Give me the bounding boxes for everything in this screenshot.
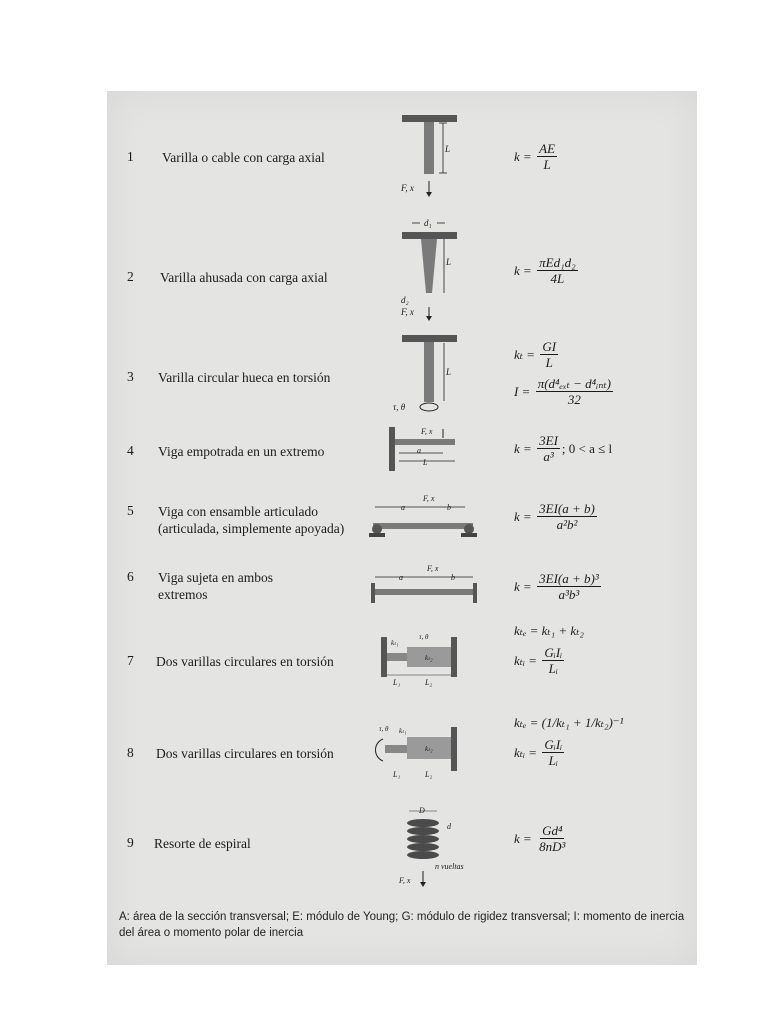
formula-9: k = $\frac{\text{Gd⁴}}{\text{8nD³}}$ — [514, 823, 566, 854]
svg-text:F, x: F, x — [399, 876, 411, 885]
svg-text:a: a — [399, 573, 403, 582]
svg-text:D: D — [419, 806, 425, 815]
row-number: 1 — [127, 149, 134, 164]
row-description: Dos varillas circulares en torsión — [156, 654, 334, 669]
svg-text:a: a — [401, 503, 405, 512]
formula-5: k = $\frac{3EI(a + b)}{\text{a²b²}}$ — [514, 501, 595, 532]
row-description: Viga sujeta en ambos — [158, 570, 274, 585]
axial-rod-figure — [387, 115, 477, 205]
document-page — [107, 91, 697, 965]
row-number: 8 — [127, 745, 134, 760]
formula-2: k = $\frac{\text{πEd₁d₂}}{4L}$ — [514, 255, 576, 286]
svg-text:L: L — [423, 458, 428, 467]
label-d2: d₂ — [401, 295, 409, 305]
svg-text:L: L — [446, 257, 452, 267]
label-a: a — [417, 446, 421, 455]
hollow-torsion-rod-figure — [387, 335, 477, 423]
row-description: (articulada, simplemente apoyada) — [158, 521, 345, 536]
row-description: extremos — [158, 587, 208, 602]
svg-text:F, x: F, x — [401, 307, 414, 317]
simply-supported-beam-figure — [365, 493, 485, 543]
parallel-torsion-rods-figure — [375, 723, 465, 781]
label-turns: n vueltas — [435, 862, 464, 871]
label-force: F, x — [401, 183, 414, 193]
row-number: 6 — [127, 569, 134, 584]
row-description: Viga con ensamble articulado — [158, 504, 319, 519]
svg-text:L: L — [446, 367, 452, 377]
footnote: A: área de la sección transversal; E: módulo de Young; G: módulo de rigidez transversal; I: momento de inercia del área o momento polar de inercia — [119, 911, 685, 939]
fixed-fixed-beam-figure — [369, 563, 481, 605]
svg-text:L₁: L₁ — [393, 678, 401, 687]
svg-text:F, x: F, x — [427, 564, 439, 573]
label-torque: τ, θ — [393, 402, 406, 412]
label-L: L — [445, 144, 451, 154]
svg-text:F, x: F, x — [421, 427, 433, 436]
row-number: 2 — [127, 269, 134, 284]
svg-text:L₁: L₁ — [393, 770, 401, 779]
coil-spring-figure — [399, 805, 479, 891]
row-description: Varilla circular hueca en torsión — [158, 370, 331, 385]
svg-text:kₜ₁: kₜ₁ — [399, 727, 407, 735]
svg-text:b: b — [451, 573, 455, 582]
tapered-rod-figure — [387, 215, 477, 327]
cantilever-beam-figure — [387, 425, 467, 475]
row-description: Varilla o cable con carga axial — [162, 150, 325, 165]
label-d: d — [447, 822, 451, 831]
svg-text:L₂: L₂ — [425, 770, 433, 779]
label-d1: d₁ — [424, 218, 432, 228]
formula-6: k = $\frac{\text{3EI(a + b)³}}{\text{a³b³}}$ — [514, 571, 599, 602]
formula-3: kₜ = $\frac{GI}{L}$ I = $\frac{\text{π(d⁴ₑₓₜ − d⁴ᵢₙₜ)}}{32}$ — [514, 339, 612, 407]
row-description: Viga empotrada en un extremo — [158, 444, 325, 459]
row-number: 9 — [127, 835, 134, 850]
svg-text:L₂: L₂ — [425, 678, 433, 687]
label-b: b — [447, 503, 451, 512]
formula-4: k = $\frac{3EI}{\text{a³}}$ ; 0 < a ≤ l — [514, 433, 613, 464]
formula-7: kₜₑ = kₜ₁ + kₜ₂ kₜᵢ = $\frac{\text{GᵢIᵢ}}{\text{Lᵢ}}$ — [514, 623, 584, 676]
row-number: 5 — [127, 503, 134, 518]
row-description: Resorte de espiral — [154, 836, 251, 851]
series-torsion-rods-figure — [379, 633, 465, 689]
formula-8: kₜₑ = (1/kₜ₁ + 1/kₜ₂)⁻¹ kₜᵢ = $\frac{\text{GᵢIᵢ}}{\text{Lᵢ}}$ — [514, 715, 624, 768]
svg-text:τ, θ: τ, θ — [379, 725, 389, 733]
row-number: 3 — [127, 369, 134, 384]
label-kt2: kₜ₂ — [425, 654, 433, 662]
row-number: 7 — [127, 653, 134, 668]
formula-1: k = $\frac{AE}{L}$ — [514, 141, 556, 172]
svg-text:F, x: F, x — [423, 494, 435, 503]
row-description: Varilla ahusada con carga axial — [160, 270, 328, 285]
svg-text:kₜ₁: kₜ₁ — [391, 639, 399, 647]
row-description: Dos varillas circulares en torsión — [156, 746, 334, 761]
row-number: 4 — [127, 443, 134, 458]
svg-text:kₜ₂: kₜ₂ — [425, 745, 433, 753]
svg-text:τ, θ: τ, θ — [419, 633, 429, 641]
